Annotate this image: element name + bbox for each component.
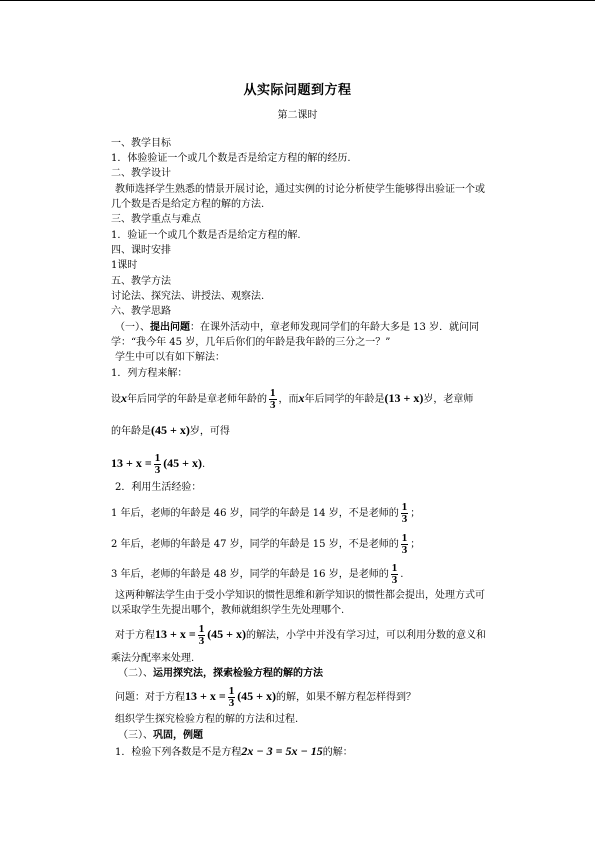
expression-45-plus-x: (45 + x) <box>151 423 190 437</box>
numerator: 1 <box>154 452 161 464</box>
method-one-label: 1．列方程来解： <box>111 368 188 379</box>
text-run: 年后同学的年龄是章老师年龄的 <box>127 394 267 405</box>
design-paragraph-line: 教师选择学生熟悉的情景开展讨论，通过实例的讨论分析使学生能够得出验证一个或 <box>115 184 485 195</box>
main-equation <box>111 451 205 477</box>
text-run: 设 <box>111 394 121 405</box>
fraction-one-third <box>401 502 409 525</box>
text-run: 的年龄是 <box>111 426 151 437</box>
text-run: 问题：对于方程 <box>115 692 185 703</box>
expression-45-plus-x: (45 + x) <box>163 456 203 470</box>
section-heading-methods: 五、教学方法 <box>111 276 171 287</box>
text-run: 的解： <box>322 747 353 758</box>
method-two-label: 2．利用生活经验： <box>115 482 202 493</box>
fraction-one-third <box>391 563 399 586</box>
fraction-one-third <box>228 686 236 709</box>
denominator: 3 <box>154 464 161 476</box>
section-heading-design: 二、教学设计 <box>111 168 171 179</box>
fraction-one-third <box>401 533 409 556</box>
subsection-two-heading <box>118 668 323 680</box>
equation-left-side: 13 + x = <box>111 456 152 470</box>
variable-x: x <box>121 391 127 405</box>
subsection-number: （三）、 <box>118 730 153 741</box>
subsection-number: （一）、 <box>115 322 150 333</box>
question-line <box>115 684 416 710</box>
organize-line: 组织学生探究检验方程的解的方法和过程. <box>115 714 299 725</box>
equation-left-side: 13 + x = <box>185 689 226 703</box>
text-run: ，而 <box>278 394 299 405</box>
equation-note-line <box>115 622 486 648</box>
denominator: 3 <box>401 513 408 525</box>
experience-line <box>111 533 420 557</box>
denominator: 3 <box>391 574 398 586</box>
problem-paragraph-line: 学：“我今年 45 岁，几年后你们的年龄是我年龄的三分之一？” <box>111 337 391 348</box>
denominator: 3 <box>401 544 408 556</box>
denominator: 3 <box>228 697 235 709</box>
text-run: ； <box>410 508 421 519</box>
fraction-one-third <box>269 388 277 411</box>
numerator: 1 <box>391 562 398 574</box>
text-run: 年后同学的年龄是 <box>304 394 385 405</box>
variable-x: x <box>298 391 305 405</box>
schedule-item: 1课时 <box>111 260 138 271</box>
experience-line <box>111 563 403 587</box>
equation-2x-minus-3: 2x − 3 = 5x − 15 <box>241 744 323 758</box>
numerator: 1 <box>228 685 235 697</box>
goal-item: 1．体验验证一个或几个数是否是给定方程的解的经历. <box>111 153 351 164</box>
problem-text: ：在课外活动中，章老师发现同学们的年龄大多是 13 岁．就问同 <box>190 322 480 333</box>
text-run: 的解法，小学中并没有学习过，可以利用分数的意义和 <box>246 630 487 641</box>
page-title: 从实际问题到方程 <box>243 83 352 98</box>
numerator: 1 <box>401 532 408 544</box>
discussion-paragraph-line: 这两种解法学生由于受小学知识的惯性思维和新学知识的惯性都会提出，处理方式可 <box>115 590 485 601</box>
equation-note-line: 乘法分配率来处理. <box>111 653 195 664</box>
section-heading-schedule: 四、课时安排 <box>111 245 171 256</box>
exercise-line <box>115 745 353 759</box>
subsection-number: （二）、 <box>118 668 153 679</box>
numerator: 1 <box>270 387 276 399</box>
text-run: ； <box>410 539 421 550</box>
denominator: 3 <box>198 635 205 647</box>
expression-45-plus-x: (45 + x) <box>237 689 277 703</box>
discussion-paragraph-line: 以采取学生先提出哪个，教师就组织学生先处理哪个. <box>111 605 345 616</box>
experience-line <box>111 502 420 526</box>
solution-intro: 学生中可以有如下解法： <box>115 352 225 363</box>
equation-setup-line <box>111 386 473 412</box>
equation-left-side: 13 + x = <box>155 627 196 641</box>
subsection-three-heading <box>118 730 203 742</box>
text-run: . <box>400 569 404 580</box>
methods-item: 讨论法、探究法、讲授法、观察法. <box>111 291 265 302</box>
section-heading-approach: 六、教学思路 <box>111 306 171 317</box>
key-point-item: 1．验证一个或几个数是否是给定方程的解. <box>111 230 301 241</box>
text-run: 岁，老章师 <box>423 394 474 405</box>
text-run: 1．检验下列各数是不是方程 <box>115 747 242 758</box>
text-run: 1 年后，老师的年龄是 46 岁，同学的年龄是 14 岁，不是老师的 <box>111 508 399 519</box>
page-subtitle: 第二课时 <box>277 110 318 121</box>
subsection-title: 提出问题 <box>150 322 190 333</box>
text-run: 3 年后，老师的年龄是 48 岁，同学的年龄是 16 岁，是老师的 <box>111 569 389 580</box>
subsection-title: 巩固，例题 <box>153 730 203 741</box>
problem-paragraph-line <box>115 322 479 334</box>
denominator: 3 <box>270 399 276 411</box>
text-run: 岁，可得 <box>189 426 230 437</box>
expression-13-plus-x: (13 + x) <box>384 391 424 405</box>
text-run: 对于方程 <box>115 630 155 641</box>
section-heading-goals: 一、教学目标 <box>111 138 171 149</box>
numerator: 1 <box>198 623 205 635</box>
section-heading-key-points: 三、教学重点与难点 <box>111 214 201 225</box>
design-paragraph-line: 几个数是否是给定方程的解的方法. <box>111 199 265 210</box>
text-run: . <box>202 459 206 470</box>
equation-setup-line <box>111 424 230 438</box>
fraction-one-third <box>198 624 206 647</box>
subsection-title: 运用探究法，探索检验方程的解的方法 <box>153 668 323 679</box>
fraction-one-third <box>154 453 162 476</box>
text-run: 的解，如果不解方程怎样得到？ <box>276 692 417 703</box>
text-run: 2 年后，老师的年龄是 47 岁，同学的年龄是 15 岁，不是老师的 <box>111 539 399 550</box>
numerator: 1 <box>401 501 408 513</box>
expression-45-plus-x: (45 + x) <box>207 627 247 641</box>
